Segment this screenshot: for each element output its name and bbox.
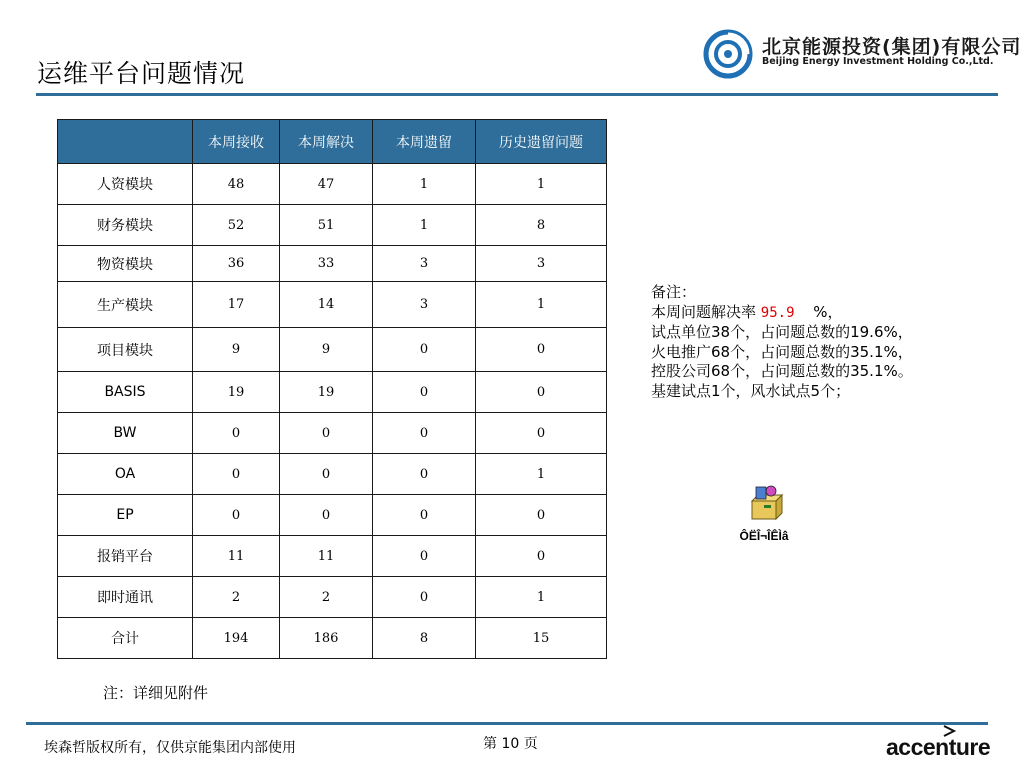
value-cell: 0 (193, 454, 280, 495)
resolution-rate-line (651, 303, 913, 324)
value-cell: 0 (476, 413, 607, 454)
value-cell: 33 (280, 246, 373, 282)
value-cell: 3 (373, 246, 476, 282)
issue-table (57, 119, 607, 659)
value-cell: 0 (476, 328, 607, 372)
value-cell: 36 (193, 246, 280, 282)
value-cell: 0 (373, 495, 476, 536)
value-cell: 52 (193, 205, 280, 246)
value-cell: 0 (373, 454, 476, 495)
logo-name-cn: 北京能源投资(集团)有限公司 (762, 36, 1022, 58)
table-row (58, 495, 607, 536)
table-header-row (58, 120, 607, 164)
value-cell: 0 (373, 372, 476, 413)
table-row (58, 282, 607, 328)
rate-value: 95.9 (760, 304, 795, 321)
module-name-cell: 人资模块 (58, 164, 193, 205)
header-resolved: 本周解决 (280, 120, 373, 164)
module-name-cell: 财务模块 (58, 205, 193, 246)
value-cell: 3 (476, 246, 607, 282)
remarks-line-thermal: 火电推广68个，占问题总数的35.1%， (651, 342, 913, 361)
value-cell: 11 (280, 536, 373, 577)
table-row (58, 205, 607, 246)
value-cell: 0 (280, 495, 373, 536)
value-cell: 3 (373, 282, 476, 328)
value-cell: 186 (280, 618, 373, 659)
module-name-cell: 生产模块 (58, 282, 193, 328)
copyright-text: 埃森哲版权所有，仅供京能集团内部使用 (44, 740, 296, 756)
value-cell: 19 (280, 372, 373, 413)
value-cell: 8 (476, 205, 607, 246)
table-row (58, 372, 607, 413)
value-cell: 0 (476, 536, 607, 577)
module-name-cell: 物资模块 (58, 246, 193, 282)
value-cell: 0 (373, 577, 476, 618)
remarks (651, 283, 913, 402)
remarks-line-pilot: 试点单位38个，占问题总数的19.6%， (651, 323, 913, 342)
value-cell: 1 (476, 164, 607, 205)
value-cell: 2 (280, 577, 373, 618)
header-remaining: 本周遗留 (373, 120, 476, 164)
value-cell: 11 (193, 536, 280, 577)
value-cell: 1 (476, 454, 607, 495)
table-row (58, 246, 607, 282)
module-name-cell: BASIS (58, 372, 193, 413)
value-cell: 14 (280, 282, 373, 328)
page-title: 运维平台问题情况 (37, 59, 246, 88)
module-name-cell: OA (58, 454, 193, 495)
value-cell: 0 (280, 413, 373, 454)
module-name-cell: 即时通讯 (58, 577, 193, 618)
value-cell: 0 (373, 536, 476, 577)
value-cell: 19 (193, 372, 280, 413)
table-row (58, 454, 607, 495)
table-row (58, 413, 607, 454)
table-row (58, 328, 607, 372)
value-cell: 47 (280, 164, 373, 205)
value-cell: 0 (476, 372, 607, 413)
beijing-energy-logo-icon (702, 28, 754, 80)
value-cell: 0 (193, 413, 280, 454)
module-name-cell: BW (58, 413, 193, 454)
value-cell: 48 (193, 164, 280, 205)
value-cell: 0 (476, 495, 607, 536)
value-cell: 9 (280, 328, 373, 372)
remarks-line-holding: 控股公司68个，占问题总数的35.1%。 (651, 362, 913, 381)
title-divider (36, 93, 998, 96)
rate-suffix: %， (813, 302, 843, 321)
attachment-note: 注：详细见附件 (103, 684, 209, 702)
value-cell: 8 (373, 618, 476, 659)
module-name-cell: 合计 (58, 618, 193, 659)
table-row (58, 577, 607, 618)
value-cell: 17 (193, 282, 280, 328)
header-historical: 历史遗留问题 (476, 120, 607, 164)
module-name-cell: 项目模块 (58, 328, 193, 372)
attachment-object[interactable] (724, 483, 804, 543)
package-attachment-icon (744, 483, 784, 523)
value-cell: 15 (476, 618, 607, 659)
value-cell: 1 (476, 577, 607, 618)
table-row (58, 164, 607, 205)
table-row (58, 536, 607, 577)
value-cell: 0 (373, 328, 476, 372)
value-cell: 51 (280, 205, 373, 246)
value-cell: 1 (476, 282, 607, 328)
value-cell: 0 (373, 413, 476, 454)
header-received: 本周接收 (193, 120, 280, 164)
table-row (58, 618, 607, 659)
module-name-cell: EP (58, 495, 193, 536)
value-cell: 194 (193, 618, 280, 659)
value-cell: 0 (280, 454, 373, 495)
footer-divider (26, 722, 988, 725)
value-cell: 9 (193, 328, 280, 372)
accenture-logo: accenture (886, 734, 991, 760)
value-cell: 1 (373, 164, 476, 205)
header-empty (58, 120, 193, 164)
remarks-heading: 备注： (651, 283, 697, 301)
value-cell: 1 (373, 205, 476, 246)
value-cell: 0 (193, 495, 280, 536)
rate-prefix: 本周问题解决率 (651, 302, 757, 321)
module-name-cell: 报销平台 (58, 536, 193, 577)
company-logo (702, 28, 1022, 80)
attachment-label: ÔËÎ¬ÎÊÌâ (739, 529, 789, 543)
page-number: 第 10 页 (483, 736, 538, 752)
value-cell: 2 (193, 577, 280, 618)
remarks-line-construction: 基建试点1个，风水试点5个； (651, 381, 851, 400)
logo-name-en: Beijing Energy Investment Holding Co.,Ltd. (762, 56, 994, 67)
